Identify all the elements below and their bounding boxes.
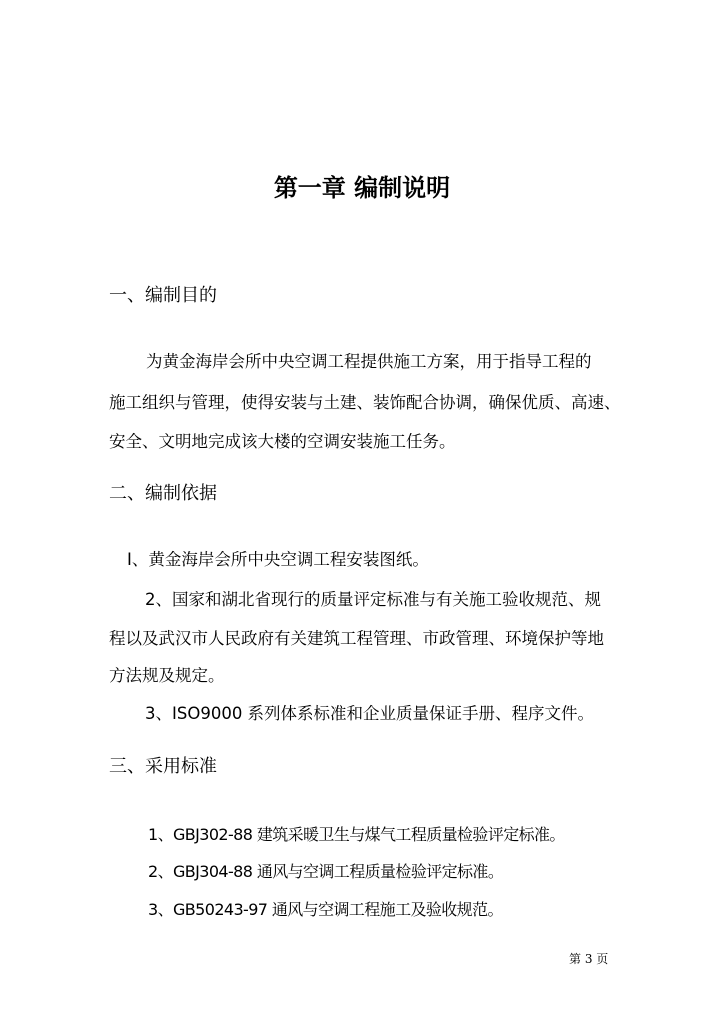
- section-heading-standards: 三、采用标准: [109, 756, 217, 777]
- paragraph-line: 安全、文明地完成该大楼的空调安装施工任务。: [109, 432, 456, 451]
- paragraph-line: 施工组织与管理，使得安装与土建、装饰配合协调，确保优质、高速、: [109, 393, 621, 412]
- standard-item: 3、GB50243-97 通风与空调工程施工及验收规范。: [148, 900, 503, 919]
- basis-item-1: I、黄金海岸会所中央空调工程安装图纸。: [127, 550, 429, 569]
- basis-item-2-line: 2、国家和湖北省现行的质量评定标准与有关施工验收规范、规: [145, 590, 601, 609]
- chapter-title: 第一章 编制说明: [273, 174, 451, 202]
- basis-item-3: 3、ISO9000 系列体系标准和企业质量保证手册、程序文件。: [145, 704, 595, 723]
- standard-item: 2、GBJ304-88 通风与空调工程质量检验评定标准。: [148, 862, 504, 881]
- basis-item-2-line: 程以及武汉市人民政府有关建筑工程管理、市政管理、环境保护等地: [109, 629, 604, 648]
- section-heading-basis: 二、编制依据: [109, 483, 217, 504]
- page-number: 第 3 页: [569, 952, 609, 966]
- paragraph-line: 为黄金海岸会所中央空调工程提供施工方案，用于指导工程的: [146, 352, 592, 371]
- basis-item-2-line: 方法规及规定。: [109, 666, 225, 685]
- section-heading-purpose: 一、编制目的: [109, 285, 217, 306]
- standard-item: 1、GBJ302-88 建筑采暖卫生与煤气工程质量检验评定标准。: [148, 825, 565, 844]
